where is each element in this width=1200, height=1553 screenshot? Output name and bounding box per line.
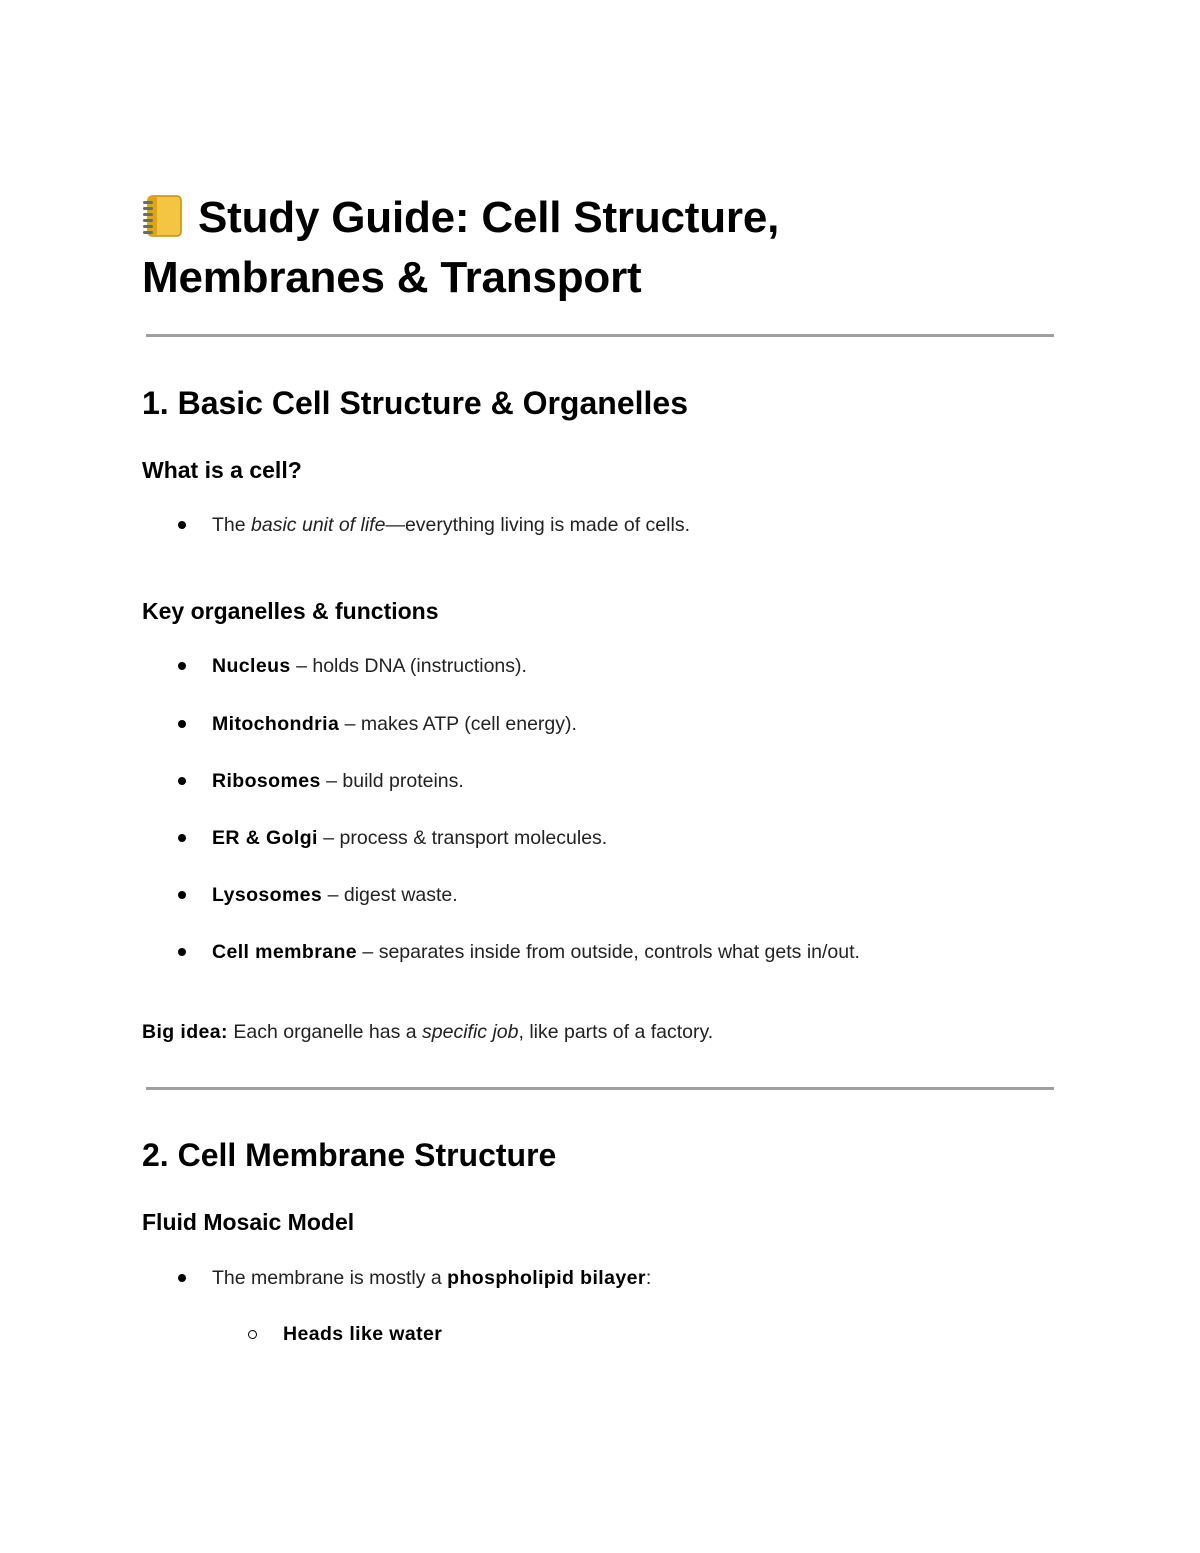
horizontal-rule <box>146 334 1054 337</box>
bullet-icon <box>178 720 186 728</box>
bullet-icon <box>178 777 186 785</box>
organelle-term: Mitochondria <box>212 713 340 735</box>
bullet-text-suffix: : <box>645 1267 652 1289</box>
title-line-2: Membranes & Transport <box>142 253 642 302</box>
sub-bullet-text: Heads like water <box>283 1323 443 1345</box>
organelle-term: Ribosomes <box>212 770 321 792</box>
list-item <box>212 939 860 965</box>
big-idea-paragraph <box>142 1019 713 1045</box>
organelle-term: ER & Golgi <box>212 827 318 849</box>
bullet-icon <box>178 662 186 670</box>
bullet-text-suffix: —everything living is made of cells. <box>385 514 690 536</box>
title-line-1-text: Study Guide: Cell Structure, <box>198 193 780 242</box>
organelle-term: Lysosomes <box>212 884 323 906</box>
bullet-text-prefix: The membrane is mostly a <box>212 1267 448 1289</box>
bullet-text-emphasis: basic unit of life <box>251 514 386 536</box>
bullet-icon <box>178 891 186 899</box>
list-item <box>212 653 527 679</box>
big-idea-prefix: Each organelle has a <box>227 1021 423 1043</box>
key-organelles-heading: Key organelles & functions <box>142 598 439 624</box>
bullet-icon <box>178 1274 186 1282</box>
what-is-cell-bullet <box>212 512 690 538</box>
organelle-desc: – digest waste. <box>322 884 458 906</box>
bullet-icon <box>178 521 186 529</box>
organelle-term: Cell membrane <box>212 941 358 963</box>
section-1-heading: 1. Basic Cell Structure & Organelles <box>142 385 688 421</box>
organelle-desc: – makes ATP (cell energy). <box>339 713 577 735</box>
notebook-icon <box>142 194 184 238</box>
list-item <box>212 768 464 794</box>
big-idea-emphasis: specific job <box>422 1021 519 1043</box>
big-idea-suffix: , like parts of a factory. <box>518 1021 714 1043</box>
organelle-desc: – separates inside from outside, controls what gets in/out. <box>357 941 860 963</box>
horizontal-rule <box>146 1087 1054 1090</box>
section-2-heading: 2. Cell Membrane Structure <box>142 1137 557 1173</box>
list-item <box>212 711 577 737</box>
fluid-mosaic-bullet <box>212 1265 651 1291</box>
organelle-desc: – process & transport molecules. <box>317 827 608 849</box>
list-item <box>212 882 458 908</box>
bullet-text-bold: phospholipid bilayer <box>447 1267 646 1289</box>
list-item <box>212 825 607 851</box>
organelle-term: Nucleus <box>212 655 291 677</box>
what-is-cell-heading: What is a cell? <box>142 457 302 483</box>
bullet-text-prefix: The <box>212 514 252 536</box>
sub-bullet-icon <box>248 1330 257 1339</box>
bullet-icon <box>178 948 186 956</box>
page-title <box>142 188 779 308</box>
bullet-icon <box>178 834 186 842</box>
organelle-desc: – build proteins. <box>320 770 464 792</box>
organelle-desc: – holds DNA (instructions). <box>290 655 527 677</box>
big-idea-label: Big idea: <box>142 1021 228 1043</box>
sub-bullet-item <box>283 1321 442 1347</box>
title-line-1 <box>142 188 779 248</box>
fluid-mosaic-heading: Fluid Mosaic Model <box>142 1209 355 1235</box>
